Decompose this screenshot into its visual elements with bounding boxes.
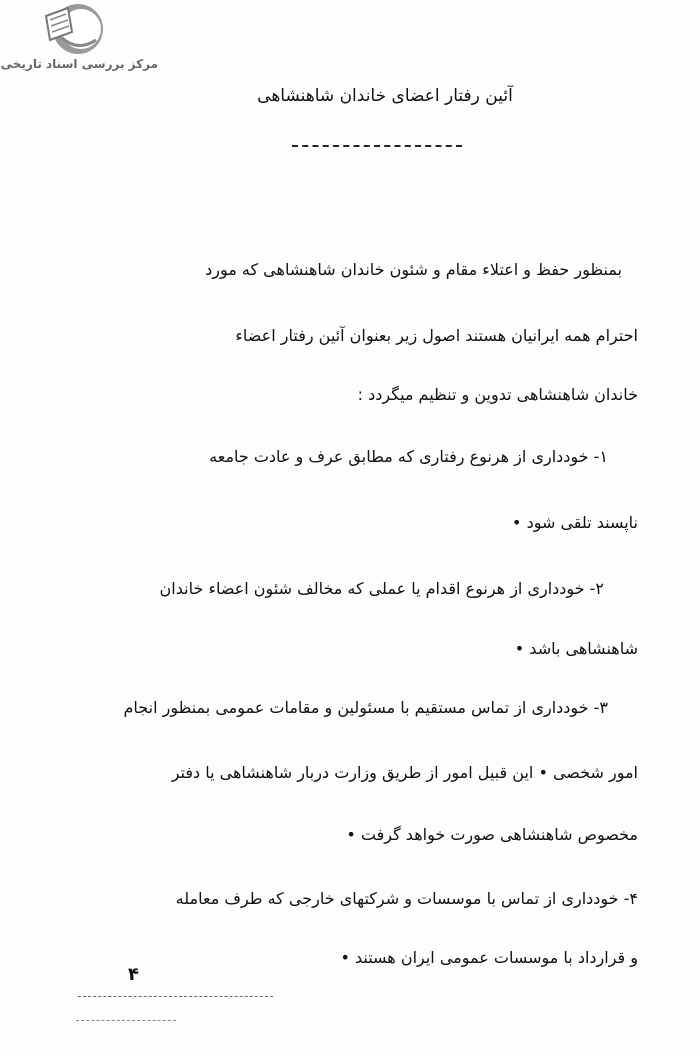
body-line-1: بمنظور حفظ و اعتلاء مقام و شئون خاندان شاهنشاهی که مورد <box>205 260 622 279</box>
body-line-2: احترام همه ایرانیان هستند اصول زیر بعنوان آئین رفتار اعضاء <box>235 326 638 345</box>
watermark-text: مرکز بررسی اسناد تاریخی <box>0 57 158 71</box>
body-line-11: ۴- خودداری از تماس با موسسات و شرکتهای خارجی که طرف معامله <box>175 889 638 908</box>
title-underline <box>292 145 462 147</box>
bottom-dashed-line-short <box>76 1020 176 1021</box>
body-line-9: امور شخصی • این قبیل امور از طریق وزارت دربار شاهنشاهی یا دفتر <box>171 763 638 782</box>
body-line-4: ۱- خودداری از هرنوع رفتاری که مطابق عرف و عادت جامعه <box>209 447 608 466</box>
body-line-10: مخصوص شاهنشاهی صورت خواهد گرفت • <box>346 825 638 844</box>
body-line-5: ناپسند تلقی شود • <box>512 513 638 532</box>
body-line-7: شاهنشاهی باشد • <box>514 639 638 658</box>
document-title: آئین رفتار اعضای خاندان شاهنشاهی <box>257 86 513 106</box>
bottom-dashed-line <box>78 996 273 997</box>
page-number: ۴ <box>128 964 139 985</box>
body-line-3: خاندان شاهنشاهی تدوین و تنظیم میگردد : <box>357 385 638 404</box>
body-line-6: ۲- خودداری از هرنوع اقدام یا عملی که مخالف شئون اعضاء خاندان <box>159 579 604 598</box>
body-line-8: ۳- خودداری از تماس مستقیم با مسئولین و مقامات عمومی بمنظور انجام <box>123 698 608 717</box>
archive-logo-icon <box>38 2 106 56</box>
body-line-12: و قرارداد با موسسات عمومی ایران هستند • <box>340 948 638 967</box>
